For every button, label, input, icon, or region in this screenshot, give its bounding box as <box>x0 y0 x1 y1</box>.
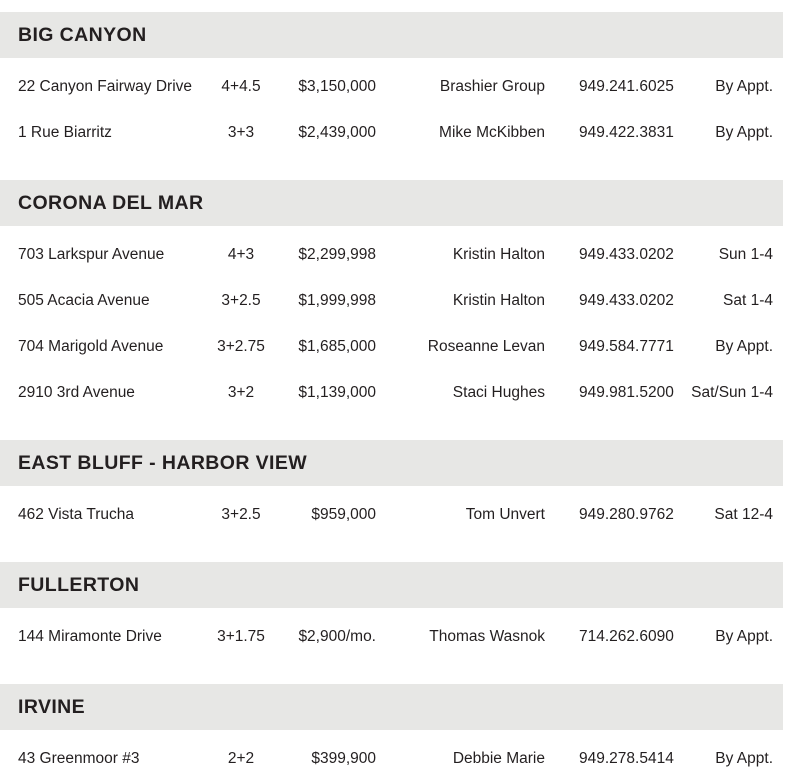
listing-price: $2,900/mo. <box>298 628 376 645</box>
listing-open-house: By Appt. <box>715 78 773 95</box>
listing-address: 1 Rue Biarritz <box>18 124 112 141</box>
section-header-fullerton: FULLERTON <box>0 562 783 608</box>
listing-price: $3,150,000 <box>298 78 376 95</box>
listing-row <box>0 118 783 148</box>
listing-phone: 949.981.5200 <box>579 384 674 401</box>
listing-phone: 949.433.0202 <box>579 246 674 263</box>
listing-address: 462 Vista Trucha <box>18 506 135 523</box>
listing-address: 22 Canyon Fairway Drive <box>18 78 193 95</box>
listing-address: 43 Greenmoor #3 <box>18 750 140 767</box>
listing-phone: 949.278.5414 <box>579 750 674 767</box>
listing-bed-bath: 3+3 <box>227 124 255 141</box>
listing-open-house: Sat/Sun 1-4 <box>691 384 773 401</box>
listing-address: 144 Miramonte Drive <box>18 628 162 645</box>
listing-row <box>0 286 783 316</box>
section-header-big-canyon: BIG CANYON <box>0 12 783 58</box>
listing-address: 703 Larkspur Avenue <box>18 246 165 263</box>
listing-agent: Thomas Wasnok <box>429 628 545 645</box>
listing-open-house: By Appt. <box>715 124 773 141</box>
listing-bed-bath: 4+4.5 <box>221 78 261 95</box>
listing-open-house: By Appt. <box>715 750 773 767</box>
listing-bed-bath: 2+2 <box>227 750 255 767</box>
listing-price: $1,139,000 <box>298 384 376 401</box>
listing-phone: 949.584.7771 <box>579 338 674 355</box>
listing-open-house: By Appt. <box>715 628 773 645</box>
listing-agent: Mike McKibben <box>439 124 545 141</box>
listing-price: $2,439,000 <box>298 124 376 141</box>
listing-bed-bath: 3+1.75 <box>217 628 265 645</box>
listing-row <box>0 240 783 270</box>
listing-agent: Brashier Group <box>439 78 545 95</box>
listing-open-house: Sun 1-4 <box>718 246 773 263</box>
listing-row <box>0 622 783 652</box>
listing-phone: 949.422.3831 <box>579 124 674 141</box>
listing-phone: 949.433.0202 <box>579 292 674 309</box>
listing-price: $959,000 <box>311 506 376 523</box>
listing-agent: Roseanne Levan <box>427 338 545 355</box>
listing-address: 704 Marigold Avenue <box>18 338 164 355</box>
listing-agent: Tom Unvert <box>465 506 545 523</box>
listing-phone: 714.262.6090 <box>579 628 674 645</box>
listing-row <box>0 378 783 408</box>
listing-bed-bath: 3+2.5 <box>221 506 261 523</box>
section-header-corona-del-mar: CORONA DEL MAR <box>0 180 783 226</box>
listing-row <box>0 500 783 530</box>
listing-agent: Kristin Halton <box>452 246 545 263</box>
listing-open-house: Sat 12-4 <box>714 506 773 523</box>
listing-phone: 949.280.9762 <box>579 506 674 523</box>
listing-agent: Staci Hughes <box>452 384 545 401</box>
listing-row <box>0 72 783 102</box>
section-header-east-bluff-harbor-view: EAST BLUFF - HARBOR VIEW <box>0 440 783 486</box>
listing-price: $1,685,000 <box>298 338 376 355</box>
listing-price: $399,900 <box>311 750 376 767</box>
listing-address: 2910 3rd Avenue <box>18 384 135 401</box>
listing-phone: 949.241.6025 <box>579 78 674 95</box>
listing-bed-bath: 4+3 <box>227 246 255 263</box>
listing-open-house: Sat 1-4 <box>723 292 773 309</box>
section-header-irvine: IRVINE <box>0 684 783 730</box>
listing-bed-bath: 3+2.75 <box>217 338 265 355</box>
listing-address: 505 Acacia Avenue <box>18 292 150 309</box>
listing-bed-bath: 3+2 <box>227 384 255 401</box>
listing-agent: Kristin Halton <box>452 292 545 309</box>
listing-price: $1,999,998 <box>298 292 376 309</box>
listing-price: $2,299,998 <box>298 246 376 263</box>
listing-open-house: By Appt. <box>715 338 773 355</box>
listing-row <box>0 744 783 774</box>
listing-bed-bath: 3+2.5 <box>221 292 261 309</box>
listing-row <box>0 332 783 362</box>
listing-agent: Debbie Marie <box>452 750 545 767</box>
